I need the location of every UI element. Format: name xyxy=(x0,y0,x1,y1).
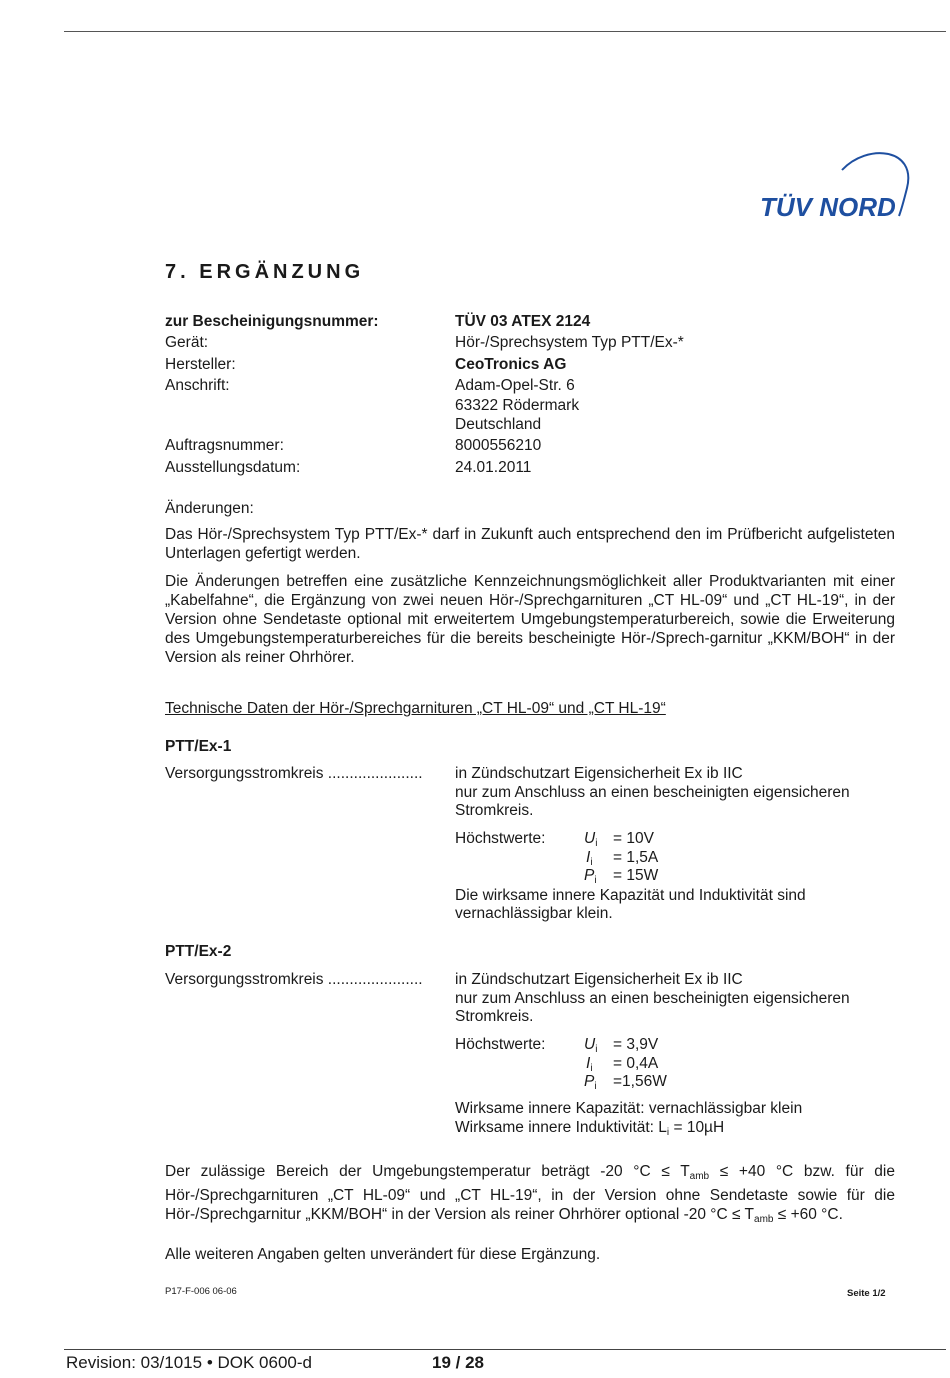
ptt-ex-2-max-label: Höchstwerte: xyxy=(455,1036,546,1053)
ptt-ex-1-ui-value: = 10V xyxy=(613,830,654,847)
ptt-ex-2-protection: in Zündschutzart Eigensicherheit Ex ib IIC xyxy=(455,971,743,988)
paragraph-final: Alle weiteren Angaben gelten unverändert für diese Ergänzung. xyxy=(165,1246,601,1263)
value-order-number: 8000556210 xyxy=(455,437,542,454)
label-device: Gerät: xyxy=(165,334,209,351)
paragraph-temperature: Der zulässige Bereich der Umgebungstemperatur beträgt -20 $^\circ C \le T_{amb} \le +40$ °C bzw. für die Hör-/Sprechgarnituren „CT HL-09“ und „CT HL-19“, in der Version ohne Sendetaste sowie für die Hör-/Sprechgarnitur „KKM/BOH“ in der Version als reiner Ohrhörer optional -20 $^\circ C \le T_{amb} \le +60$ °C. xyxy=(165,1163,895,1225)
ptt-ex-1-max-label: Höchstwerte: xyxy=(455,830,546,847)
ptt-ex-2-ii-symbol: $I_i$ xyxy=(586,1055,593,1074)
ptt-ex-1-protection: in Zündschutzart Eigensicherheit Ex ib IIC xyxy=(455,765,743,782)
page-indicator: Seite 1/2 xyxy=(847,1288,886,1299)
ptt-ex-1-ii-value: = 1,5A xyxy=(613,849,659,866)
ptt-ex-1-ii-symbol: $I_i$ xyxy=(586,849,593,868)
page-title: 7. ERGÄNZUNG xyxy=(165,261,365,283)
ptt-ex-1-heading: PTT/Ex-1 xyxy=(165,738,232,755)
ptt-ex-1-pi-symbol: $P_i$ xyxy=(584,867,597,886)
ptt-ex-2-heading: PTT/Ex-2 xyxy=(165,943,232,960)
ptt-ex-2-ui-symbol: $U_i$ xyxy=(584,1036,598,1055)
value-certificate-number: TÜV 03 ATEX 2124 xyxy=(455,313,591,330)
value-device: Hör-/Sprechsystem Typ PTT/Ex-* xyxy=(455,334,684,351)
ptt-ex-2-circuit: Stromkreis. xyxy=(455,1008,534,1025)
value-address-city: 63322 Rödermark xyxy=(455,397,580,414)
value-address-country: Deutschland xyxy=(455,416,542,433)
paragraph-changes-intro: Das Hör-/Sprechsystem Typ PTT/Ex-* darf in Zukunft auch entsprechend den im Prüfbericht aufgelisteten Unterlagen gefertigt werden. xyxy=(165,526,895,562)
ptt-ex-2-pi-symbol: $P_i$ xyxy=(584,1073,597,1092)
ptt-ex-1-pi-value: = 15W xyxy=(613,867,659,884)
ptt-ex-2-capacitance: Wirksame innere Kapazität: vernachlässigbar klein xyxy=(455,1100,803,1117)
ptt-ex-2-ii-value: = 0,4A xyxy=(613,1055,659,1072)
ptt-ex-1-supply-label: Versorgungsstromkreis ...................... xyxy=(165,765,423,782)
label-order-number: Auftragsnummer: xyxy=(165,437,284,454)
ptt-ex-1-connection: nur zum Anschluss an einen bescheinigten eigensicheren xyxy=(455,784,850,801)
value-issue-date: 24.01.2011 xyxy=(455,459,532,476)
tech-data-heading: Technische Daten der Hör-/Sprechgarnituren „CT HL-09“ und „CT HL-19“ xyxy=(165,700,666,717)
label-address: Anschrift: xyxy=(165,377,230,394)
ptt-ex-1-note-2: vernachlässigbar klein. xyxy=(455,905,613,922)
form-code: P17-F-006 06-06 xyxy=(165,1286,237,1297)
paragraph-changes-detail: Die Änderungen betreffen eine zusätzliche Kennzeichnungsmöglichkeit aller Produktvarianten mit einer „Kabelfahne“, die Ergänzung von zwei neuen Hör-/Sprechgarnituren „CT HL-09“ und „CT HL-19“, in der Version ohne Sendetaste optional mit erweitertem Umgebungstemperaturbereich, sowie die Erweiterung des Umgebungstemperaturbereiches für die bereits bescheinigte Hör-/Sprech-garnitur „KKM/BOH“ in der Version als reiner Ohrhörer. xyxy=(165,573,895,666)
changes-heading: Änderungen: xyxy=(165,500,254,517)
svg-text:TÜV NORD: TÜV NORD xyxy=(760,192,896,222)
ptt-ex-1-note-1: Die wirksame innere Kapazität und Induktivität sind xyxy=(455,887,806,904)
ptt-ex-2-connection: nur zum Anschluss an einen bescheinigten eigensicheren xyxy=(455,990,850,1007)
ptt-ex-2-pi-value: =1,56W xyxy=(613,1073,667,1090)
ptt-ex-2-supply-label: Versorgungsstromkreis ...................... xyxy=(165,971,423,988)
top-rule xyxy=(64,31,946,32)
footer-page-number: 19 / 28 xyxy=(432,1353,484,1372)
value-manufacturer: CeoTronics AG xyxy=(455,356,567,373)
ptt-ex-2-ui-value: = 3,9V xyxy=(613,1036,659,1053)
ptt-ex-2-inductance: Wirksame innere Induktivität: $L_i = 10\mu H$ xyxy=(455,1119,725,1138)
footer-revision: Revision: 03/1015 • DOK 0600-d xyxy=(66,1353,312,1372)
ptt-ex-1-circuit: Stromkreis. xyxy=(455,802,534,819)
bottom-rule xyxy=(64,1349,946,1350)
label-issue-date: Ausstellungsdatum: xyxy=(165,459,301,476)
value-address-street: Adam-Opel-Str. 6 xyxy=(455,377,575,394)
label-manufacturer: Hersteller: xyxy=(165,356,236,373)
tuev-nord-logo xyxy=(752,148,922,228)
label-certificate-number: zur Bescheinigungsnummer: xyxy=(165,313,379,330)
ptt-ex-1-ui-symbol: $U_i$ xyxy=(584,830,598,849)
